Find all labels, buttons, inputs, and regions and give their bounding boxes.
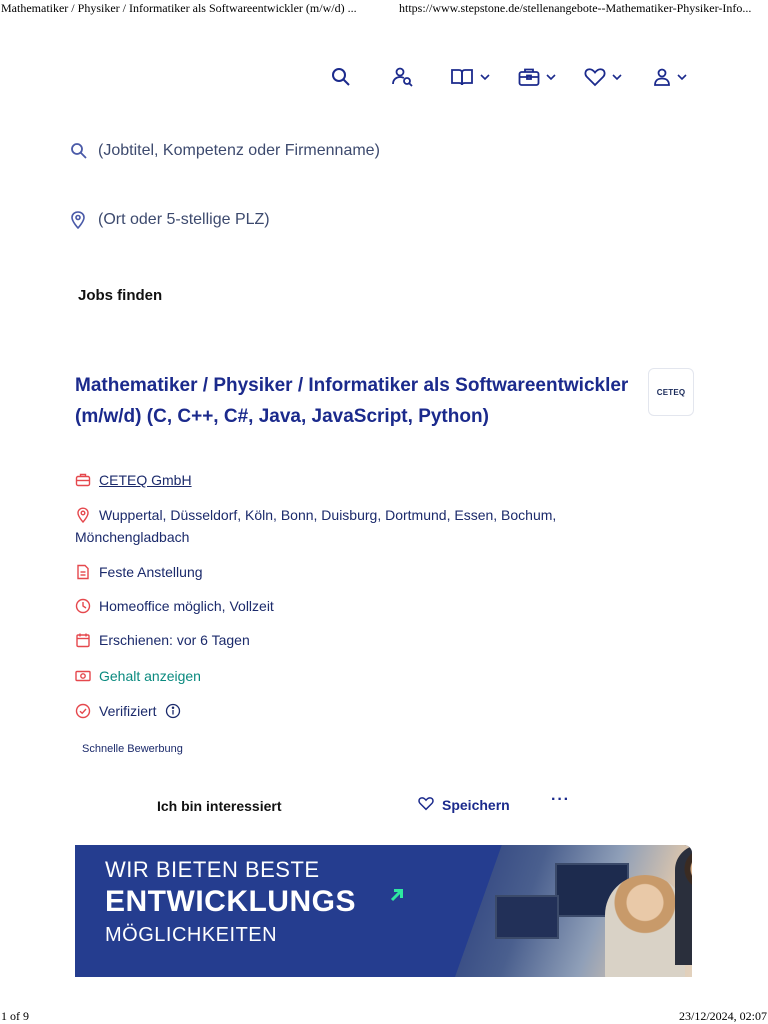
page-counter: 1 of 9 <box>1 1009 29 1023</box>
nav-account-button[interactable] <box>653 62 687 92</box>
banner-photo <box>455 845 692 977</box>
save-button-label: Speichern <box>442 797 510 813</box>
top-navigation <box>0 62 768 92</box>
chevron-down-icon <box>480 73 490 81</box>
job-locations: Wuppertal, Düsseldorf, Köln, Bonn, Duisburg, Dortmund, Essen, Bochum, Mönchengladbach <box>75 507 557 545</box>
person-1 <box>605 875 685 977</box>
check-circle-icon <box>75 703 91 719</box>
company-row <box>75 469 192 491</box>
print-header <box>0 0 768 20</box>
book-icon <box>450 67 474 87</box>
calendar-icon <box>75 632 91 648</box>
contract-row <box>75 561 203 583</box>
print-timestamp: 23/12/2024, 02:07 <box>678 1009 767 1023</box>
print-footer <box>0 1008 768 1024</box>
heart-icon <box>584 67 606 87</box>
location-pin-icon <box>75 507 91 523</box>
published-date: Erschienen: vor 6 Tagen <box>99 632 250 648</box>
job-actions <box>0 791 768 819</box>
location-search-field[interactable] <box>70 206 690 234</box>
company-logo-text: CETEQ <box>656 387 686 397</box>
screen-2 <box>495 895 559 939</box>
job-title[interactable]: Mathematiker / Physiker / Informatiker als Softwareentwickler (m/w/d) (C, C++, C#, Java, JavaScript, Python) <box>75 375 629 427</box>
nav-favorites-button[interactable] <box>584 62 622 92</box>
search-icon <box>331 67 351 87</box>
chevron-down-icon <box>612 73 622 81</box>
search-icon <box>70 142 88 160</box>
job-search-field[interactable] <box>70 137 690 165</box>
nav-magazine-button[interactable] <box>450 62 490 92</box>
employer-banner[interactable] <box>75 845 692 977</box>
info-icon[interactable] <box>165 703 181 725</box>
more-options-button[interactable]: ··· <box>551 791 570 808</box>
interested-button[interactable]: Ich bin interessiert <box>157 798 282 814</box>
briefcase-icon <box>518 67 540 87</box>
nav-people-search-button[interactable] <box>392 62 414 92</box>
people-search-icon <box>392 67 414 87</box>
banner-line-1: WIR BIETEN BESTE <box>105 857 320 882</box>
work-mode: Homeoffice möglich, Vollzeit <box>99 598 274 614</box>
company-logo[interactable] <box>648 368 694 416</box>
location-pin-icon <box>70 211 88 229</box>
salary-row <box>75 665 201 687</box>
print-header-title: Mathematiker / Physiker / Informatiker als Softwareentwickler (m/w/d) ... <box>1 1 357 15</box>
banner-line-3: MÖGLICHKEITEN <box>105 924 278 946</box>
job-search-input[interactable] <box>98 142 658 160</box>
user-icon <box>653 67 671 87</box>
location-row <box>75 504 635 548</box>
work-mode-row <box>75 595 274 617</box>
arrow-up-right-icon <box>389 887 405 908</box>
print-header-url: https://www.stepstone.de/stellenangebote--Mathematiker-Physiker-Info... <box>399 1 752 15</box>
banner-line-2: ENTWICKLUNGS <box>105 885 356 918</box>
company-link[interactable]: CETEQ GmbH <box>99 472 192 488</box>
chevron-down-icon <box>677 73 687 81</box>
money-icon <box>75 668 91 684</box>
save-button[interactable] <box>418 796 510 814</box>
clock-icon <box>75 598 91 614</box>
quick-apply-badge: Schnelle Bewerbung <box>82 743 183 755</box>
verified-label: Verifiziert <box>99 703 157 719</box>
document-icon <box>75 564 91 580</box>
location-search-input[interactable] <box>98 211 658 229</box>
find-jobs-button[interactable]: Jobs finden <box>78 287 163 304</box>
briefcase-icon <box>75 472 91 488</box>
contract-type: Feste Anstellung <box>99 564 203 580</box>
nav-search-button[interactable] <box>331 62 351 92</box>
person-2 <box>675 845 692 965</box>
heart-icon <box>418 796 442 814</box>
show-salary-link[interactable]: Gehalt anzeigen <box>99 668 201 684</box>
verified-row <box>75 700 181 725</box>
published-row <box>75 629 250 651</box>
chevron-down-icon <box>546 73 556 81</box>
nav-jobs-button[interactable] <box>518 62 556 92</box>
